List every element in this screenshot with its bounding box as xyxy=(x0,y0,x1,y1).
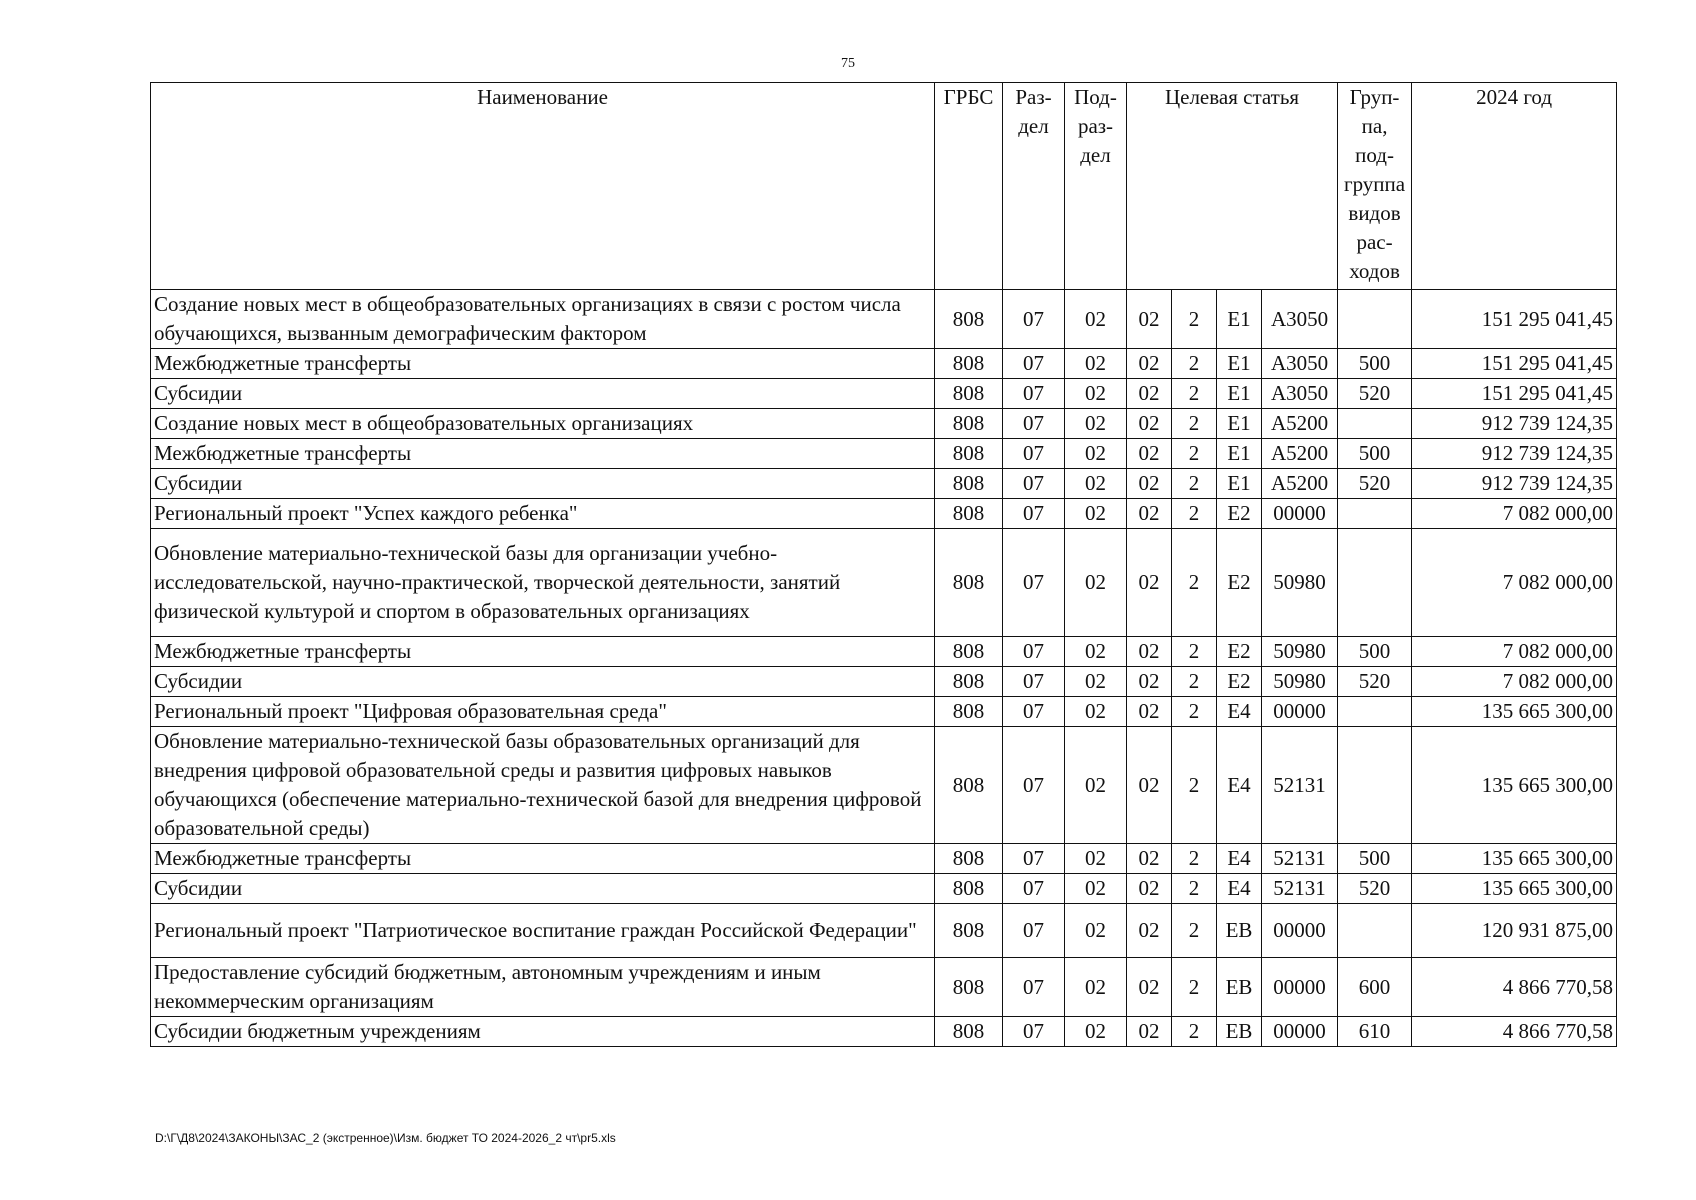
row-cs-direction: 00000 xyxy=(1262,904,1338,958)
table-row xyxy=(151,499,1617,529)
row-amount: 7 082 000,00 xyxy=(1412,499,1617,529)
row-cs-type: 2 xyxy=(1172,874,1217,904)
row-podrazdel: 02 xyxy=(1065,667,1127,697)
row-gruppa xyxy=(1338,409,1412,439)
row-grbs: 808 xyxy=(935,958,1003,1017)
row-gruppa: 520 xyxy=(1338,469,1412,499)
row-amount: 912 739 124,35 xyxy=(1412,409,1617,439)
row-name: Субсидии xyxy=(151,874,935,904)
row-cs-project: E1 xyxy=(1217,469,1262,499)
row-razdel: 07 xyxy=(1003,1017,1065,1047)
row-amount: 135 665 300,00 xyxy=(1412,727,1617,844)
row-podrazdel: 02 xyxy=(1065,697,1127,727)
row-cs-project: E1 xyxy=(1217,290,1262,349)
table-row xyxy=(151,409,1617,439)
row-cs-direction: 00000 xyxy=(1262,958,1338,1017)
row-grbs: 808 xyxy=(935,844,1003,874)
header-grbs: ГРБС xyxy=(935,83,1003,290)
row-razdel: 07 xyxy=(1003,844,1065,874)
row-cs-project: E4 xyxy=(1217,697,1262,727)
row-amount: 151 295 041,45 xyxy=(1412,379,1617,409)
row-grbs: 808 xyxy=(935,529,1003,637)
row-gruppa xyxy=(1338,290,1412,349)
row-name: Межбюджетные трансферты xyxy=(151,844,935,874)
row-amount: 7 082 000,00 xyxy=(1412,667,1617,697)
row-cs-program: 02 xyxy=(1127,697,1172,727)
row-podrazdel: 02 xyxy=(1065,904,1127,958)
row-cs-program: 02 xyxy=(1127,874,1172,904)
row-podrazdel: 02 xyxy=(1065,290,1127,349)
row-razdel: 07 xyxy=(1003,727,1065,844)
row-gruppa: 520 xyxy=(1338,667,1412,697)
row-cs-project: E2 xyxy=(1217,667,1262,697)
table-header-row xyxy=(151,83,1617,290)
row-cs-project: E1 xyxy=(1217,439,1262,469)
table-row xyxy=(151,439,1617,469)
row-grbs: 808 xyxy=(935,1017,1003,1047)
row-razdel: 07 xyxy=(1003,290,1065,349)
row-razdel: 07 xyxy=(1003,529,1065,637)
row-name: Межбюджетные трансферты xyxy=(151,349,935,379)
row-gruppa xyxy=(1338,904,1412,958)
budget-table xyxy=(150,82,1617,1047)
row-name: Обновление материально-технической базы для организации учебно-исследовательской, научно-практической, творческой деятельности, занятий физической культурой и спортом в образовательных организациях xyxy=(151,529,935,637)
row-cs-program: 02 xyxy=(1127,667,1172,697)
row-cs-type: 2 xyxy=(1172,1017,1217,1047)
row-cs-direction: A5200 xyxy=(1262,439,1338,469)
row-gruppa: 500 xyxy=(1338,637,1412,667)
row-podrazdel: 02 xyxy=(1065,529,1127,637)
row-cs-project: E2 xyxy=(1217,499,1262,529)
row-cs-program: 02 xyxy=(1127,439,1172,469)
table-row xyxy=(151,958,1617,1017)
row-amount: 7 082 000,00 xyxy=(1412,637,1617,667)
row-name: Региональный проект "Успех каждого ребенка" xyxy=(151,499,935,529)
row-grbs: 808 xyxy=(935,904,1003,958)
row-gruppa: 520 xyxy=(1338,379,1412,409)
row-grbs: 808 xyxy=(935,349,1003,379)
row-cs-type: 2 xyxy=(1172,727,1217,844)
row-cs-direction: 50980 xyxy=(1262,529,1338,637)
row-grbs: 808 xyxy=(935,290,1003,349)
row-grbs: 808 xyxy=(935,874,1003,904)
row-podrazdel: 02 xyxy=(1065,637,1127,667)
row-gruppa xyxy=(1338,499,1412,529)
table-row xyxy=(151,637,1617,667)
row-amount: 912 739 124,35 xyxy=(1412,469,1617,499)
row-cs-program: 02 xyxy=(1127,1017,1172,1047)
row-cs-program: 02 xyxy=(1127,958,1172,1017)
row-cs-type: 2 xyxy=(1172,697,1217,727)
row-grbs: 808 xyxy=(935,439,1003,469)
table-row xyxy=(151,904,1617,958)
row-cs-project: E1 xyxy=(1217,379,1262,409)
row-cs-type: 2 xyxy=(1172,379,1217,409)
row-cs-project: E2 xyxy=(1217,529,1262,637)
table-row xyxy=(151,349,1617,379)
row-cs-direction: 52131 xyxy=(1262,874,1338,904)
row-cs-type: 2 xyxy=(1172,469,1217,499)
row-cs-program: 02 xyxy=(1127,469,1172,499)
row-razdel: 07 xyxy=(1003,469,1065,499)
row-gruppa: 500 xyxy=(1338,439,1412,469)
table-row xyxy=(151,1017,1617,1047)
table-row xyxy=(151,290,1617,349)
row-name: Создание новых мест в общеобразовательных организациях в связи с ростом числа обучающихся, вызванным демографическим фактором xyxy=(151,290,935,349)
row-razdel: 07 xyxy=(1003,379,1065,409)
row-cs-type: 2 xyxy=(1172,958,1217,1017)
row-cs-project: E1 xyxy=(1217,409,1262,439)
row-razdel: 07 xyxy=(1003,667,1065,697)
row-amount: 7 082 000,00 xyxy=(1412,529,1617,637)
row-razdel: 07 xyxy=(1003,349,1065,379)
row-cs-direction: 52131 xyxy=(1262,844,1338,874)
row-razdel: 07 xyxy=(1003,409,1065,439)
row-cs-type: 2 xyxy=(1172,904,1217,958)
row-cs-project: E2 xyxy=(1217,637,1262,667)
row-gruppa xyxy=(1338,529,1412,637)
row-grbs: 808 xyxy=(935,379,1003,409)
header-name: Наименование xyxy=(151,83,935,290)
header-celevaya-statya: Целевая статья xyxy=(1127,83,1338,290)
row-amount: 135 665 300,00 xyxy=(1412,697,1617,727)
row-amount: 151 295 041,45 xyxy=(1412,290,1617,349)
row-cs-program: 02 xyxy=(1127,379,1172,409)
row-cs-type: 2 xyxy=(1172,499,1217,529)
row-cs-direction: A5200 xyxy=(1262,409,1338,439)
row-cs-type: 2 xyxy=(1172,409,1217,439)
row-cs-program: 02 xyxy=(1127,290,1172,349)
row-cs-project: E4 xyxy=(1217,727,1262,844)
table-row xyxy=(151,667,1617,697)
row-cs-project: EB xyxy=(1217,904,1262,958)
row-razdel: 07 xyxy=(1003,637,1065,667)
row-podrazdel: 02 xyxy=(1065,499,1127,529)
row-podrazdel: 02 xyxy=(1065,439,1127,469)
row-cs-program: 02 xyxy=(1127,499,1172,529)
row-cs-direction: 50980 xyxy=(1262,667,1338,697)
row-gruppa: 520 xyxy=(1338,874,1412,904)
row-grbs: 808 xyxy=(935,727,1003,844)
row-cs-project: E4 xyxy=(1217,844,1262,874)
row-cs-type: 2 xyxy=(1172,290,1217,349)
row-cs-program: 02 xyxy=(1127,637,1172,667)
page-number: 75 xyxy=(841,56,855,71)
row-name: Субсидии бюджетным учреждениям xyxy=(151,1017,935,1047)
row-name: Субсидии xyxy=(151,667,935,697)
row-name: Субсидии xyxy=(151,379,935,409)
row-razdel: 07 xyxy=(1003,499,1065,529)
header-razdel: Раз-дел xyxy=(1003,83,1065,290)
row-podrazdel: 02 xyxy=(1065,349,1127,379)
row-cs-direction: A5200 xyxy=(1262,469,1338,499)
row-cs-direction: 00000 xyxy=(1262,1017,1338,1047)
row-podrazdel: 02 xyxy=(1065,727,1127,844)
table-row xyxy=(151,844,1617,874)
row-razdel: 07 xyxy=(1003,904,1065,958)
row-razdel: 07 xyxy=(1003,439,1065,469)
row-podrazdel: 02 xyxy=(1065,874,1127,904)
row-razdel: 07 xyxy=(1003,958,1065,1017)
row-podrazdel: 02 xyxy=(1065,1017,1127,1047)
row-cs-program: 02 xyxy=(1127,349,1172,379)
header-gruppa: Груп-па, под-группа видов рас-ходов xyxy=(1338,83,1412,290)
row-name: Обновление материально-технической базы образовательных организаций для внедрения цифровой образовательной среды и развития цифровых навыков обучающихся (обеспечение материально-технической базой для внедрения цифровой образовательной среды) xyxy=(151,727,935,844)
row-amount: 4 866 770,58 xyxy=(1412,1017,1617,1047)
row-name: Региональный проект "Цифровая образовательная среда" xyxy=(151,697,935,727)
row-gruppa xyxy=(1338,727,1412,844)
row-podrazdel: 02 xyxy=(1065,469,1127,499)
row-cs-program: 02 xyxy=(1127,409,1172,439)
row-podrazdel: 02 xyxy=(1065,844,1127,874)
table-row xyxy=(151,529,1617,637)
row-cs-direction: A3050 xyxy=(1262,349,1338,379)
row-amount: 4 866 770,58 xyxy=(1412,958,1617,1017)
row-podrazdel: 02 xyxy=(1065,379,1127,409)
table-row xyxy=(151,379,1617,409)
row-razdel: 07 xyxy=(1003,874,1065,904)
row-cs-type: 2 xyxy=(1172,349,1217,379)
row-cs-program: 02 xyxy=(1127,844,1172,874)
row-name: Региональный проект "Патриотическое воспитание граждан Российской Федерации" xyxy=(151,904,935,958)
row-amount: 151 295 041,45 xyxy=(1412,349,1617,379)
row-cs-project: E1 xyxy=(1217,349,1262,379)
row-grbs: 808 xyxy=(935,469,1003,499)
row-cs-direction: 50980 xyxy=(1262,637,1338,667)
row-name: Предоставление субсидий бюджетным, автономным учреждениям и иным некоммерческим организациям xyxy=(151,958,935,1017)
row-cs-type: 2 xyxy=(1172,439,1217,469)
row-gruppa: 610 xyxy=(1338,1017,1412,1047)
row-name: Межбюджетные трансферты xyxy=(151,637,935,667)
row-gruppa: 600 xyxy=(1338,958,1412,1017)
row-name: Создание новых мест в общеобразовательных организациях xyxy=(151,409,935,439)
row-amount: 135 665 300,00 xyxy=(1412,874,1617,904)
header-podrazdel: Под-раз-дел xyxy=(1065,83,1127,290)
row-amount: 135 665 300,00 xyxy=(1412,844,1617,874)
row-cs-program: 02 xyxy=(1127,529,1172,637)
row-cs-type: 2 xyxy=(1172,667,1217,697)
footer-file-path: D:\Г\Д8\2024\ЗАКОНЫ\ЗАС_2 (экстренное)\Изм. бюджет ТО 2024-2026_2 чт\pr5.xls xyxy=(155,1131,616,1145)
row-cs-direction: 00000 xyxy=(1262,499,1338,529)
row-podrazdel: 02 xyxy=(1065,409,1127,439)
row-cs-program: 02 xyxy=(1127,727,1172,844)
row-cs-direction: A3050 xyxy=(1262,379,1338,409)
row-gruppa xyxy=(1338,697,1412,727)
row-grbs: 808 xyxy=(935,667,1003,697)
row-grbs: 808 xyxy=(935,499,1003,529)
row-name: Субсидии xyxy=(151,469,935,499)
header-year: 2024 год xyxy=(1412,83,1617,290)
table-row xyxy=(151,469,1617,499)
row-amount: 120 931 875,00 xyxy=(1412,904,1617,958)
row-cs-direction: A3050 xyxy=(1262,290,1338,349)
row-podrazdel: 02 xyxy=(1065,958,1127,1017)
row-grbs: 808 xyxy=(935,637,1003,667)
row-gruppa: 500 xyxy=(1338,844,1412,874)
row-name: Межбюджетные трансферты xyxy=(151,439,935,469)
table-row xyxy=(151,874,1617,904)
table-row xyxy=(151,697,1617,727)
table-row xyxy=(151,727,1617,844)
row-cs-type: 2 xyxy=(1172,637,1217,667)
row-cs-direction: 00000 xyxy=(1262,697,1338,727)
row-cs-project: EB xyxy=(1217,958,1262,1017)
row-cs-program: 02 xyxy=(1127,904,1172,958)
row-razdel: 07 xyxy=(1003,697,1065,727)
row-cs-project: EB xyxy=(1217,1017,1262,1047)
row-cs-type: 2 xyxy=(1172,529,1217,637)
row-cs-project: E4 xyxy=(1217,874,1262,904)
row-grbs: 808 xyxy=(935,697,1003,727)
row-gruppa: 500 xyxy=(1338,349,1412,379)
row-cs-direction: 52131 xyxy=(1262,727,1338,844)
row-cs-type: 2 xyxy=(1172,844,1217,874)
row-amount: 912 739 124,35 xyxy=(1412,439,1617,469)
row-grbs: 808 xyxy=(935,409,1003,439)
